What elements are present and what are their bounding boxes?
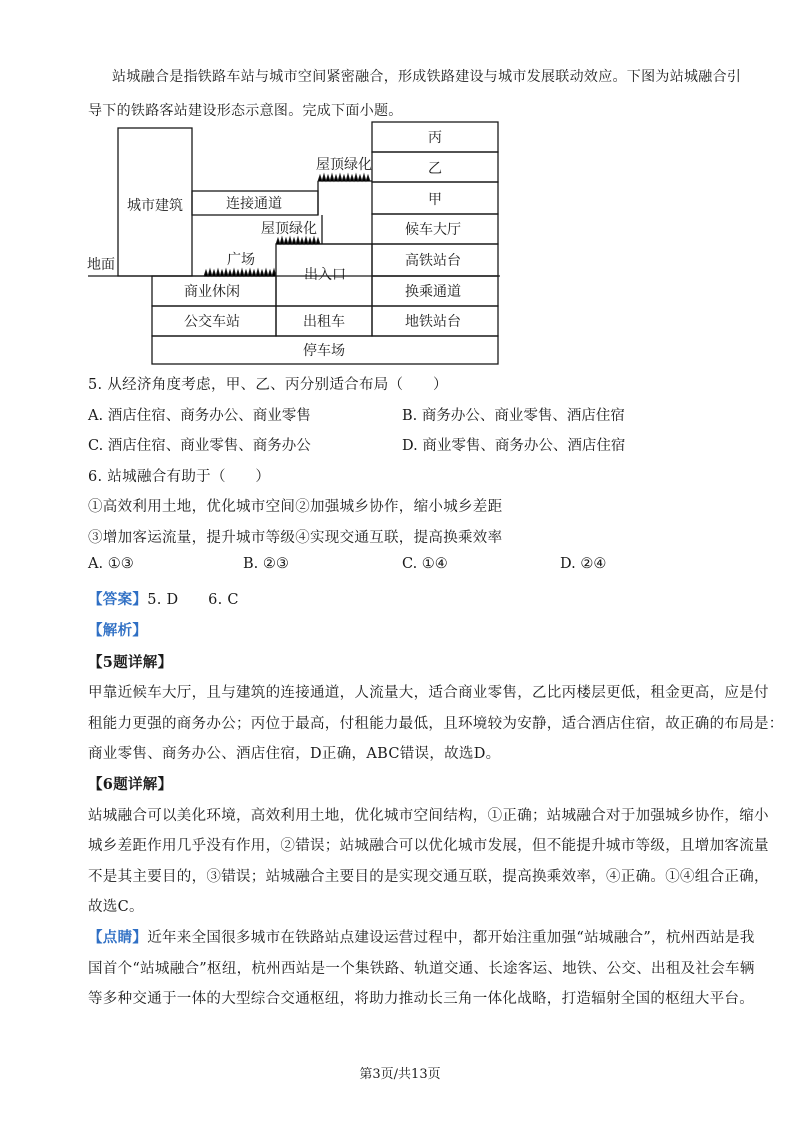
label-commercial-leisure: 商业休闲 (184, 284, 240, 300)
sol6-title: 【6题详解】 (88, 776, 173, 793)
label-transfer-passage: 换乘通道 (405, 284, 461, 300)
label-city-building: 城市建筑 (127, 198, 183, 214)
label-waiting-hall: 候车大厅 (405, 222, 461, 238)
sol6-para-1: 站城融合可以美化环境，高效利用土地，优化城市空间结构，①正确；站城融合对于加强城乡协作，缩小 (88, 808, 769, 824)
sol5-para-3: 商业零售、商务办公、酒店住宿，D正确，ABC错误，故选D。 (88, 746, 501, 762)
sol5-title: 【5题详解】 (88, 654, 173, 671)
sol6-para-3: 不是其主要目的，③错误；站城融合主要目的是实现交通互联，提高换乘效率，④正确。①④组合正确， (88, 869, 769, 885)
answer-line (88, 588, 239, 609)
label-ground: 地面 (87, 257, 115, 273)
label-connect-passage: 连接通道 (226, 196, 282, 212)
q6-statements-1: ①高效利用土地，优化城市空间②加强城乡协作，缩小城乡差距 (88, 499, 503, 515)
tip-para-1: 近年来全国很多城市在铁路站点建设运营过程中，都开始注重加强“站城融合”，杭州西站是我 (147, 930, 755, 946)
label-yi: 乙 (428, 161, 442, 177)
answer-value: 5. D 6. C (147, 592, 239, 608)
q6-option-b: B. ②③ (243, 556, 289, 572)
q5-option-c: C. 酒店住宿、商业零售、商务办公 (88, 438, 311, 454)
label-hsr-platform: 高铁站台 (405, 253, 461, 269)
q6-statements-2: ③增加客运流量，提升城市等级④实现交通互联，提高换乘效率 (88, 530, 503, 546)
label-plaza: 广场 (227, 252, 255, 268)
q5-stem: 5. 从经济角度考虑，甲、乙、丙分别适合布局（ ） (88, 377, 448, 393)
label-taxi: 出租车 (303, 314, 345, 330)
sol6-para-4: 故选C。 (88, 899, 144, 915)
grass-upper (318, 174, 370, 181)
intro-line-1: 站城融合是指铁路车站与城市空间紧密融合，形成铁路建设与城市发展联动效应。下图为站城融合引 (112, 69, 742, 85)
station-diagram (0, 118, 800, 378)
intro-line-2: 导下的铁路客站建设形态示意图。完成下面小题。 (88, 103, 403, 119)
analysis-label: 【解析】 (88, 622, 148, 639)
tip-para-3: 等多种交通于一体的大型综合交通枢纽，将助力推动长三角一体化战略，打造辐射全国的枢纽大平台。 (88, 991, 754, 1007)
tip-para-2: 国首个“站城融合”枢纽，杭州西站是一个集铁路、轨道交通、长途客运、地铁、公交、出租及社会车辆 (88, 961, 755, 977)
tip-line-1 (88, 926, 755, 947)
label-bing: 丙 (428, 130, 442, 146)
label-metro-platform: 地铁站台 (405, 314, 461, 330)
q6-option-c: C. ①④ (402, 556, 448, 572)
label-roof-green-upper: 屋顶绿化 (316, 157, 372, 173)
page-footer: 第3页/共13页 (359, 1067, 441, 1082)
tip-label: 【点睛】 (88, 929, 148, 946)
q5-option-d: D. 商业零售、商务办公、酒店住宿 (402, 438, 626, 454)
q5-option-a: A. 酒店住宿、商务办公、商业零售 (88, 408, 311, 424)
label-jia: 甲 (428, 192, 442, 208)
sol5-para-1: 甲靠近候车大厅，且与建筑的连接通道，人流量大，适合商业零售，乙比丙楼层更低，租金更高，应是付 (88, 685, 769, 701)
label-parking: 停车场 (303, 343, 345, 359)
label-roof-green-lower: 屋顶绿化 (261, 221, 317, 237)
answer-label: 【答案】 (88, 591, 148, 608)
q6-option-d: D. ②④ (560, 556, 607, 572)
grass-lower (204, 237, 320, 276)
q6-stem: 6. 站城融合有助于（ ） (88, 469, 271, 485)
q5-option-b: B. 商务办公、商业零售、酒店住宿 (402, 408, 625, 424)
sol5-para-2: 租能力更强的商务办公；丙位于最高，付租能力最低，且环境较为安静，适合酒店住宿，故正确的布局是： (88, 716, 784, 732)
q6-option-a: A. ①③ (88, 556, 134, 572)
label-entrance-exit: 出入口 (304, 267, 346, 283)
sol6-para-2: 城乡差距作用几乎没有作用，②错误；站城融合可以优化城市发展，但不能提升城市等级，且增加客流量 (88, 838, 769, 854)
label-bus-station: 公交车站 (184, 314, 240, 330)
